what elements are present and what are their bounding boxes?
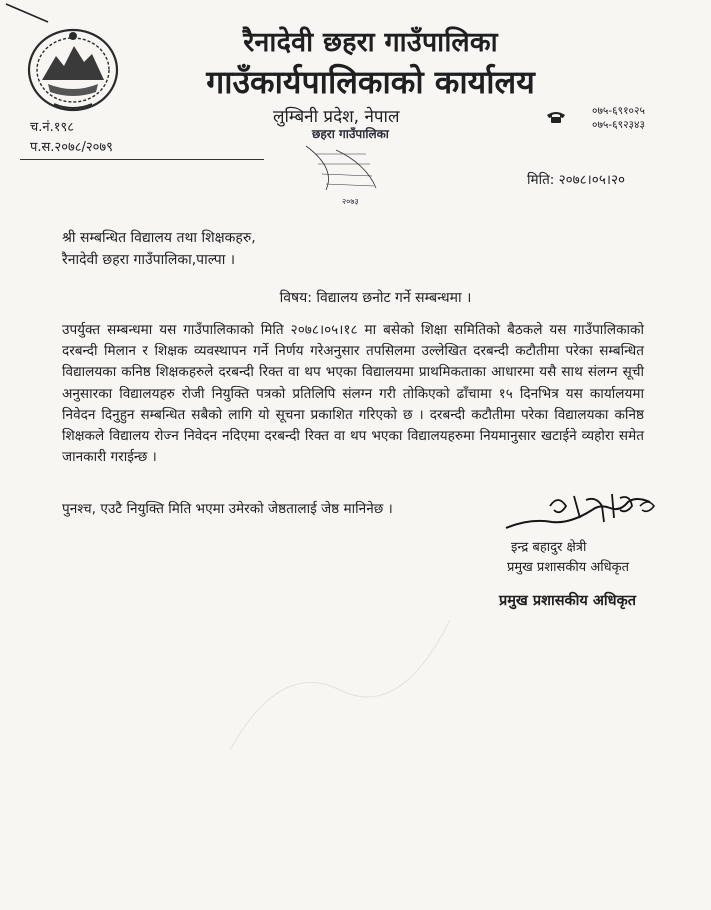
municipality-name: रैनादेवी छहरा गाउँपालिका <box>243 27 498 58</box>
phone-icon <box>546 110 566 124</box>
stamp-text: छहरा गाउँपालिका <box>312 127 389 141</box>
phone-number: ०७५-६९२३४३ <box>592 119 645 131</box>
stamp-year: २०७३ <box>342 197 359 206</box>
designation-seal: प्रमुख प्रशासकीय अधिकृत <box>499 593 636 609</box>
signatory-title: प्रमुख प्रशासकीय अधिकृत <box>507 560 630 575</box>
recipient-block <box>62 227 256 271</box>
letter-number: च.नं.१९८ <box>30 120 75 135</box>
office-name: गाउँकार्यपालिकाको कार्यालय <box>206 63 535 101</box>
office-stamp <box>296 124 402 206</box>
subject-line: विषय: विद्यालय छनोट गर्ने सम्बन्धमा । <box>279 290 472 306</box>
body-paragraph: उपर्युक्त सम्बन्धमा यस गाउँपालिकाको मिति २०७८।०५।१८ मा बसेको शिक्षा समितिको बैठकले यस गाउँपालिकाको दरबन्दी मिलान र शिक्षक व्यवस्थापन गर्ने निर्णय गरेअनुसार तपसिलमा उल्लेखित दरबन्दी कटौतीमा परेका सम्बन्धित विद्यालयका कनिष्ठ शिक्षकहरुले दरबन्दी रिक्त वा थप भएका विद्यालयमा प्राथमिकताका आधारमा यसै साथ संलग्न सूची अनुसारका विद्यालयहरु रोजी नियुक्ति पत्रको प्रतिलिपि संलग्न गरी तोकिएको ढाँचामा १५ दिनभित्र यस कार्यालयमा निवेदन दिनुहुन सम्बन्धित सबैको लागि यो सूचना प्रकाशित गरिएको छ । दरबन्दी कटौतीमा परेका विद्यालयका कनिष्ठ शिक्षकले विद्यालय रोज्न निवेदन नदिएमा दरबन्दी रिक्त वा थप भएका विद्यालयहरुमा नियमानुसार खटाईने व्यहोरा समेत जानकारी गराईन्छ । <box>62 322 644 466</box>
phone-number: ०७५-६९१०२५ <box>592 105 645 117</box>
recipient-line: रैनादेवी छहरा गाउँपालिका,पाल्पा । <box>62 252 236 268</box>
postscript: पुनश्च, एउटै नियुक्ति मिति भएमा उमेरको जेष्ठतालाई जेष्ठ मानिनेछ । <box>62 501 393 517</box>
phone-numbers <box>592 104 645 132</box>
divider <box>20 159 264 160</box>
signatory-block <box>507 538 629 578</box>
handwritten-signature <box>500 488 660 540</box>
letter-date: मिति: २०७८।०५।२० <box>527 172 625 188</box>
corner-pen-mark <box>4 2 50 24</box>
recipient-line: श्री सम्बन्धित विद्यालय तथा शिक्षकहरु, <box>62 230 256 246</box>
reference-block <box>30 118 113 158</box>
signatory-name: इन्द्र बहादुर क्षेत्री <box>511 540 587 555</box>
background-watermark <box>220 600 460 760</box>
address: लुम्बिनी प्रदेश, नेपाल <box>273 107 400 127</box>
fiscal-year: प.स.२०७८/२०७९ <box>30 140 113 155</box>
